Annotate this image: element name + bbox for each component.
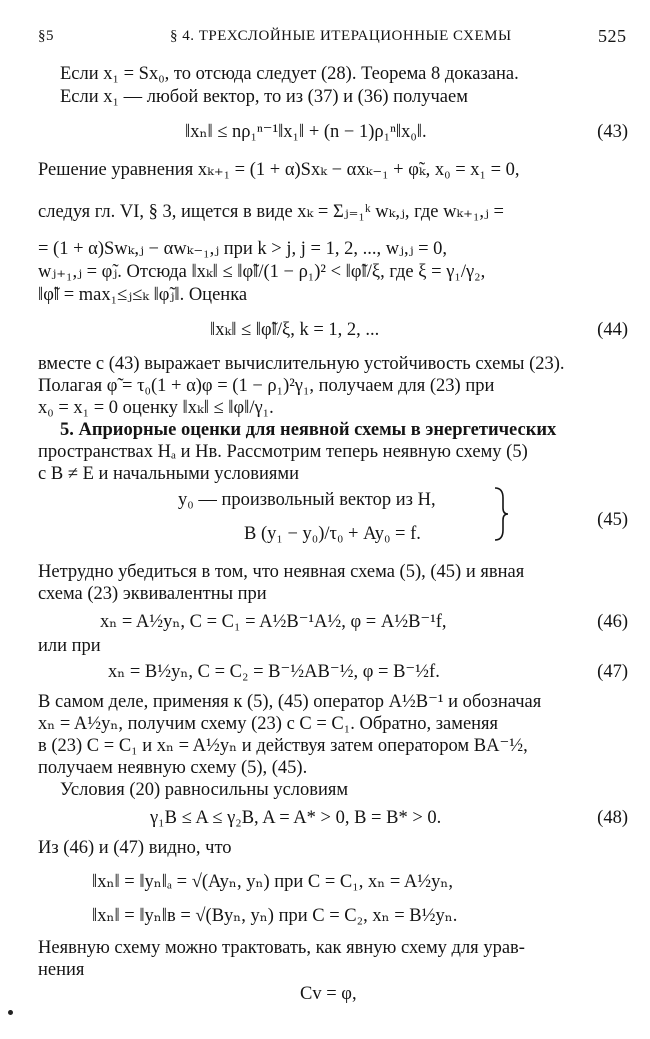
line-text: Cv = φ, bbox=[300, 984, 357, 1004]
text-line bbox=[0, 374, 650, 398]
text-line bbox=[0, 904, 650, 928]
line-text: xₙ = A½yₙ, C = C₁ = A½B⁻¹A½, φ = A½B⁻¹f, bbox=[100, 612, 447, 632]
line-text: в (23) C = C₁ и xₙ = A½yₙ и действуя затем оператором BA⁻½, bbox=[38, 736, 528, 756]
line-text: Из (46) и (47) видно, что bbox=[38, 838, 232, 858]
equation-number-row bbox=[0, 610, 650, 634]
equation-number-row bbox=[0, 806, 650, 830]
line-text: xₙ = B½yₙ, C = C₂ = B⁻½AB⁻½, φ = B⁻½f. bbox=[108, 662, 440, 682]
text-line bbox=[0, 462, 650, 486]
right-brace-icon bbox=[493, 486, 509, 542]
equation-number-row bbox=[0, 508, 650, 532]
text-line bbox=[0, 237, 650, 261]
equation-number: (45) bbox=[597, 510, 628, 530]
text-line bbox=[0, 836, 650, 860]
line-text: = (1 + α)Swₖ,ⱼ − αwₖ₋₁,ⱼ при k > j, j = 1, 2, ..., wⱼ,ⱼ = 0, bbox=[38, 239, 448, 259]
text-line bbox=[0, 440, 650, 464]
line-text: Нетрудно убедиться в том, что неявная схема (5), (45) и явная bbox=[38, 562, 525, 582]
text-line bbox=[0, 85, 650, 109]
line-text: γ₁B ≤ A ≤ γ₂B, A = A* > 0, B = B* > 0. bbox=[150, 808, 442, 828]
text-line bbox=[0, 418, 650, 442]
line-text: Если x₁ — любой вектор, то из (37) и (36) получаем bbox=[60, 87, 468, 107]
line-text: или при bbox=[38, 636, 101, 656]
text-line bbox=[0, 936, 650, 960]
line-text: Полагая φ̃ = τ₀(1 + α)φ = (1 − ρ₁)²γ₁, получаем для (23) при bbox=[38, 376, 495, 396]
line-text: ‖xₙ‖ ≤ nρ₁ⁿ⁻¹‖x₁‖ + (n − 1)ρ₁ⁿ‖x₀‖. bbox=[185, 122, 427, 142]
line-text: wⱼ₊₁,ⱼ = φ̃ⱼ. Отсюда ‖xₖ‖ ≤ ‖φ̃‖/(1 − ρ₁)² < ‖φ̃‖/ξ, где ξ = γ₁/γ₂, bbox=[38, 262, 486, 282]
header-title: § 4. ТРЕХСЛОЙНЫЕ ИТЕРАЦИОННЫЕ СХЕМЫ bbox=[170, 28, 512, 44]
page-speck bbox=[8, 1010, 13, 1015]
line-text: y₀ — произвольный вектор из H, bbox=[178, 490, 436, 510]
line-text: x₀ = x₁ = 0 оценку ‖xₖ‖ ≤ ‖φ‖/γ₁. bbox=[38, 398, 274, 418]
equation-number: (48) bbox=[597, 808, 628, 828]
text-line bbox=[0, 283, 650, 307]
line-text: ‖xₖ‖ ≤ ‖φ̃‖/ξ, k = 1, 2, ... bbox=[210, 320, 380, 340]
page-number: 525 bbox=[598, 26, 627, 46]
line-text: с B ≠ E и начальными условиями bbox=[38, 464, 300, 484]
line-text: Условия (20) равносильны условиям bbox=[60, 780, 349, 800]
text-line bbox=[0, 560, 650, 584]
equation-number: (44) bbox=[597, 320, 628, 340]
text-line bbox=[0, 958, 650, 982]
line-text: схема (23) эквивалентны при bbox=[38, 584, 267, 604]
text-line bbox=[0, 778, 650, 802]
line-text: нения bbox=[38, 960, 85, 980]
equation-number-row bbox=[0, 120, 650, 144]
line-text: ‖φ̃‖ = max₁≤ⱼ≤ₖ ‖φ̃ⱼ‖. Оценка bbox=[38, 285, 248, 305]
text-line bbox=[0, 756, 650, 780]
line-text: Если x₁ = Sx₀, то отсюда следует (28). Теорема 8 доказана. bbox=[60, 64, 519, 84]
equation-number: (46) bbox=[597, 612, 628, 632]
text-line bbox=[0, 690, 650, 714]
line-text: ‖xₙ‖ = ‖yₙ‖в = √(Byₙ, yₙ) при C = C₂, xₙ = B½yₙ. bbox=[92, 906, 458, 926]
text-line bbox=[0, 260, 650, 284]
text-line bbox=[0, 62, 650, 86]
line-text: Решение уравнения xₖ₊₁ = (1 + α)Sxₖ − αxₖ₋₁ + φ̃ₖ, x₀ = x₁ = 0, bbox=[38, 160, 520, 180]
equation-number: (43) bbox=[597, 122, 628, 142]
line-text: вместе с (43) выражает вычислительную устойчивость схемы (23). bbox=[38, 354, 565, 374]
text-line bbox=[0, 870, 650, 894]
equation-number-row bbox=[0, 660, 650, 684]
text-line bbox=[0, 634, 650, 658]
text-line bbox=[0, 982, 650, 1006]
text-line bbox=[0, 396, 650, 420]
text-line bbox=[0, 158, 650, 182]
text-line bbox=[0, 712, 650, 736]
line-text: Неявную схему можно трактовать, как явную схему для урав- bbox=[38, 938, 525, 958]
line-text: В самом деле, применяя к (5), (45) оператор A½B⁻¹ и обозначая bbox=[38, 692, 542, 712]
line-text: пространствах Hₐ и Hв. Рассмотрим теперь неявную схему (5) bbox=[38, 442, 528, 462]
equation-number: (47) bbox=[597, 662, 628, 682]
line-text: ‖xₙ‖ = ‖yₙ‖ₐ = √(Ayₙ, yₙ) при C = C₁, xₙ = A½yₙ, bbox=[92, 872, 453, 892]
line-text: B (y₁ − y₀)/τ₀ + Ay₀ = f. bbox=[244, 524, 421, 544]
header-left-mark: §5 bbox=[38, 28, 54, 44]
line-text: следуя гл. VI, § 3, ищется в виде xₖ = Σⱼ₌₁ᵏ wₖ,ⱼ, где wₖ₊₁,ⱼ = bbox=[38, 202, 504, 222]
line-text: 5. Априорные оценки для неявной схемы в энергетических bbox=[60, 420, 557, 440]
equation-number-row bbox=[0, 318, 650, 342]
line-text: xₙ = A½yₙ, получим схему (23) с C = C₁. Обратно, заменяя bbox=[38, 714, 499, 734]
text-line bbox=[0, 352, 650, 376]
line-text: получаем неявную схему (5), (45). bbox=[38, 758, 308, 778]
text-line bbox=[0, 200, 650, 224]
running-header bbox=[0, 24, 650, 48]
text-line bbox=[0, 582, 650, 606]
text-line bbox=[0, 734, 650, 758]
